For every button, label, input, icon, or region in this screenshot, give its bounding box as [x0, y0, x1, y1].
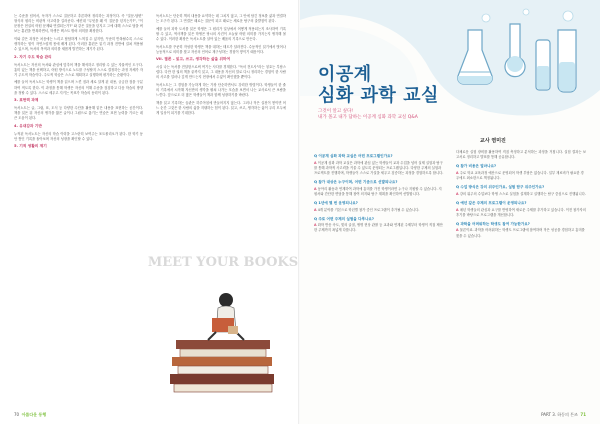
answer: A 주로 학교 교육과정 예산으로 운영되어 학생 부담은 없습니다. 일부 재료비가 필요한 경우에도 최소한으로 책정됩니다. [456, 171, 586, 181]
question: Q 이공계 심화 과학 교실은 어떤 프로그램인가요? [314, 154, 444, 159]
right-folio-label: PART 3. 하동의 튼즈 [541, 412, 578, 417]
question: Q 참가 비용은 얼마나요? [456, 164, 586, 169]
section-heading: VII. 결론 – 읽고, 쓰고, 생각하는 삶을 위하여 [156, 57, 231, 62]
title-line-2: 심화 과학 교실 [318, 85, 439, 106]
subtitle-line-2: 내가 몰고 내가 답하는 이공계 심화 과학 교실 Q&A [318, 115, 418, 120]
paragraph: 누적된 독서노트는 자신의 학습 이력을 고스란히 보여주는 포트폴리오가 된다. 한 학기 동안 쌓인 기록을 돌아보며 자신의 성장을 확인할 수 있다. [14, 131, 143, 141]
answer: A 화학 반응 속도, 빛의 굴절, 생명 현상 관찰 등 교과와 연계된 주제부터 학생이 직접 제안한 주제까지 폭넓게 다룹니다. [314, 223, 444, 233]
title-line-1: 이공계 [318, 64, 372, 85]
section-heading: 3. 표현력 과제 [14, 98, 39, 103]
section-heading: 5. 기적 생활의 제기 [14, 144, 47, 149]
right-column-2 [456, 150, 586, 241]
answer: A 이공계 심화 과학 교실은 과학에 관심 있는 학생들이 교과 수업을 넘어 실제 실험과 탐구를 통해 과학적 사고력을 키울 수 있도록 운영되는 프로그램입니다. 다양한 주제의 실험과 프로젝트를 진행하며, 학생들이 스스로 가설을 세우고 검증하는 과정을 경험하도록 합니다. [314, 161, 444, 176]
paragraph: 독서노트를 꾸준히 작성한 학생은 책을 대하는 태도가 달라진다. 수동적인 읽기에서 벗어나 능동적으로 의미를 찾고 자신의 언어로 재구성하는 경험이 쌓이기 때문이다. [156, 44, 286, 54]
paragraph: 는 수준을 넘어서, 독자가 스스로 질문하고 추론하며 정리하는 과정이다. 즉 "질문-답변" 형식의 원리는 비판적 사고력을 길러준다. 예컨대 "무엇을 왜 이 질문을 던지는가?", "이 문장은 현실의 어떤 문제와 연결되는가?" 와 같은 질문을 던지고 그에 대해 스스로 답을 써보는 훈련을 반복하면서, 학생은 텍스트 밖의 의미를 확장한다. [14, 14, 143, 34]
author-byline: 교사 염미진 [480, 138, 506, 144]
section-heading: 4. 유대감과 기반 [14, 123, 42, 128]
paragraph: 독서노트는 그 경험을 가능하게 하는 가장 단순하면서도 강력한 방법이다. 학생들이 한 줄의 기록에서 시작해 자신만의 생각을 펼쳐 나가는 모습을 보면서 나는 교사로서 큰 보람을 느낀다. 앞으로도 더 많은 학생들이 책과 함께 성장하기를 바란다. [156, 83, 286, 98]
paragraph: 다채로운 실험 장비를 활용하여 직접 측정하고 분석하는 과정을 거칩니다. 실험 결과는 보고서로 정리하고 발표를 통해 공유합니다. [456, 150, 586, 160]
right-column-1 [314, 150, 444, 236]
paragraph: 독서노트는 자신의 독서와 관심에 맞추어 책을 해석하고 정리할 수 있는 자율적인 도구다. 흥미 있는 책을 선택하고, 어떤 방식으로 노트를 구성할지 스스로 결정하는 과정 자체가 자기 주도적 학습이다. 주도적 학습은 스스로 계획하고 실행하며 평가하는 순환이다. [14, 62, 143, 77]
answer: A 물론이죠. 과학을 어려워하는 학생도 프로그램에 참여하며 작은 성공을 경험하고 흥미를 찾을 수 있습니다. [456, 228, 586, 238]
left-column-1 [14, 14, 143, 152]
paragraph: 예를 들어 과학 도서를 읽은 학생은 그 원리가 일상에서 어떻게 적용되는지 조사하여 기록할 수 있고, 역사책을 읽은 학생은 당시의 사건이 오늘날 어떤 의미를 가지는지 생각해 볼 수 있다. 이러한 확장은 독서노트를 살아 있는 배움의 기록으로 만든다. [156, 26, 286, 41]
left-page-number: 70 [14, 412, 20, 417]
paragraph: 독서노트는 단순히 책의 내용을 요약하는 데 그치지 않고, 그 안에 담긴 정보를 삶과 연결하는 도구가 된다. 그 연결은 때로는 질문이 되고 때로는 새로운 탐구의 출발점이 된다. [156, 14, 286, 24]
paragraph: 시실 나는 독서를 전달함으로써 여기는 사다를 경계한다. "독서 전도사"라는 칭호는 부담스럽다. 다만 한 권의 책을 끝까지 읽고, 그 내용을 자신의 말로 다시 정리하는 경험이 한 사람의 사고를 얼마나 깊게 만드는지 현장에서 수없이 확인했을 뿐이다. [156, 65, 286, 80]
answer: A 4개 분야를 기본으로 학년별 참가 중인 프로그램이 추가될 수 있습니다. [314, 208, 444, 213]
article-title [318, 64, 439, 106]
right-folio [541, 412, 586, 418]
section-heading: 2. 자기 주도 학습 관리 [14, 54, 52, 59]
question: Q 과학을 어려워하는 학생도 참여 가능한가요? [456, 222, 586, 227]
question: Q 수업 방식은 강의 위주인가요, 실험 탐구 위주인가요? [456, 185, 586, 190]
question: Q 예년 같은 주제의 프로그램이 운영되나요? [456, 201, 586, 206]
article-subtitle [318, 109, 418, 121]
right-page-number: 71 [580, 412, 586, 417]
books-illustration [147, 230, 299, 398]
paragraph: 이와 같은 과정은 처음에는 느리고 답답하게 느껴질 수 있지만, 꾸준히 반복될수록 스스로 생각하는 힘이 자연스럽게 몸에 배게 된다. 이러한 훈련은 읽기 과정 전반에 걸쳐 적용될 수 있으며, 독서의 목적과 의미를 새롭게 발견하는 계기가 된다. [14, 36, 143, 52]
paragraph: 책을 읽고 기록하는 습관은 하루아침에 만들어지지 않는다. 그러나 작은 실천이 쌓이면 어느 순간 그것은 한 사람의 삶을 지탱하는 힘이 된다. 읽고, 쓰고, 생각하는 삶이 우리 모두에게 일상이 되기를 기대한다. [156, 100, 286, 116]
paragraph: 예를 들어 독서노트는 학생이 책을 읽으며 느낀 점과 새로 알게 된 내용, 궁금한 점을 구분하여 적도록 한다. 이 과정을 통해 학생은 자신의 이해 수준을 점검하고 다음 학습의 방향을 정할 수 있다. 스스로 세우고 지키는 목표가 학습의 동력이 된다. [14, 80, 143, 95]
subtitle-line-1: 그것이 알고 싶다! [318, 109, 354, 114]
left-column-2 [156, 14, 286, 119]
illustration-text-line1: MEET YOUR BOOKS [147, 255, 299, 270]
right-page [300, 0, 600, 424]
paragraph: 독서노트는 글, 그림, 표, 도식 등 다양한 수단을 활용해 읽은 내용을 표현하는 공간이다. 책을 읽은 뒤 자신의 생각을 짧은 글이나 그림으로 옮기는 연습은 표현 능력을 기르는 데 큰 도움이 된다. [14, 105, 143, 121]
question: Q 주로 어떤 주제의 실험을 다루나요? [314, 217, 444, 222]
question: Q 1년에 몇 번 운영되나요? [314, 201, 444, 206]
answer: A 동아리 활동과 연계하여 과학에 흥미를 가진 학생이라면 누구나 지원할 수 있습니다. 지원서와 간단한 면담을 통해 참여 의지와 탐구 계획을 확인하여 선발합니다. [314, 187, 444, 197]
left-folio [14, 412, 46, 418]
answer: A 매년 학생들의 관심과 요구를 반영하여 새로운 주제를 추가하고 있습니다. 이전 참가자의 후기를 바탕으로 프로그램을 개선합니다. [456, 208, 586, 218]
question: Q 참가 대상은 누구이며, 어떤 기준으로 선발되나요? [314, 180, 444, 185]
left-folio-label: 아름다운 동행 [21, 412, 47, 417]
answer: A 강의 위주의 수업보다 학생 스스로 실험을 설계하고 실행하는 탐구 중심으로 진행됩니다. [456, 192, 586, 197]
